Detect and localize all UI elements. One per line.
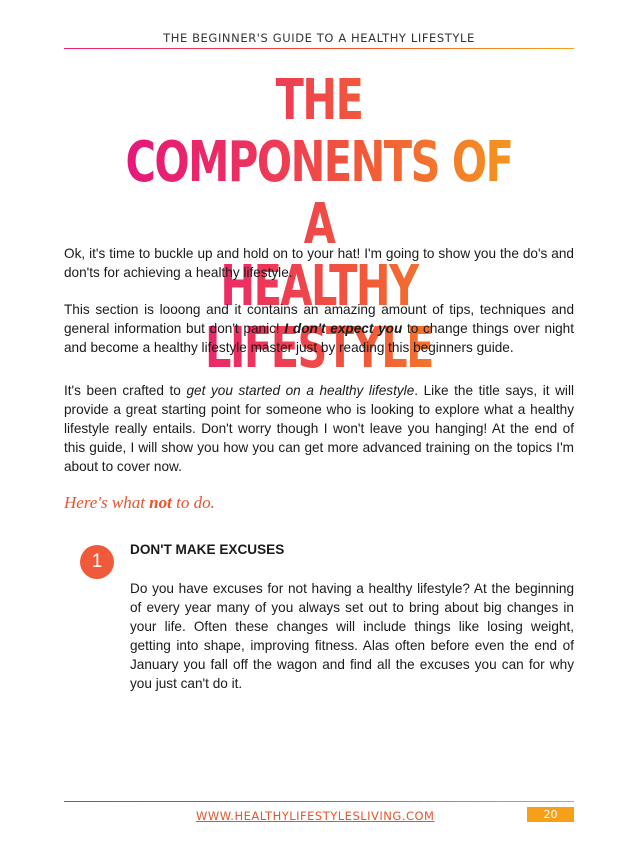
footer-divider [64, 801, 574, 802]
title-line-1: THE COMPONENTS OF A [125, 68, 513, 257]
section-paragraph-end: to change things over night and become a healthy lifestyle master just by reading this beginners guide. [64, 321, 574, 355]
tip-title: DON'T MAKE EXCUSES [130, 542, 285, 557]
website-link[interactable]: WWW.HEALTHYLIFESTYLESLIVING.COM [196, 809, 435, 823]
callout-heading [64, 493, 215, 513]
callout-bold: not [149, 493, 172, 512]
tip-body: Do you have excuses for not having a healthy lifestyle? At the beginning of every year many of you always set out to bring about big changes in your life. Often these changes will include things like losing weight, getting into shape, improving fitness. Alas often before even the end of January you fall off the wagon and find all the excuses you can for why you just can't do it. [130, 581, 574, 691]
crafted-paragraph-end: . Like the title says, it will provide a great starting point for someone who is looking to explore what a healthy lifestyle really entails. Don't worry though I won't leave you hanging! At the end of this guide, I will show you how you can get more advanced training on the topics I'm about to cover now. [64, 383, 574, 474]
header-divider [64, 48, 574, 49]
callout-start: Here's what [64, 493, 150, 512]
page-number: 20 [527, 807, 574, 822]
section-paragraph [64, 300, 574, 357]
emphasis-text: I don't expect you [284, 321, 403, 336]
emphasis-text: get you started on a healthy lifestyle [186, 383, 415, 398]
intro-paragraph: Ok, it's time to buckle up and hold on to your hat! I'm going to show you the do's and don'ts for achieving a healthy lifestyle. [64, 246, 574, 280]
crafted-paragraph [64, 381, 574, 476]
callout-end: to do. [171, 493, 215, 512]
tip-number-badge: 1 [80, 545, 114, 579]
running-header: THE BEGINNER'S GUIDE TO A HEALTHY LIFESTYLE [163, 31, 475, 45]
title-line-2: HEALTHY LIFESTYLE [205, 254, 433, 381]
crafted-paragraph-start: It's been crafted to [64, 383, 187, 398]
section-paragraph-start: This section is looong and it contains an amazing amount of tips, techniques and general information but don't panic! [64, 302, 574, 336]
